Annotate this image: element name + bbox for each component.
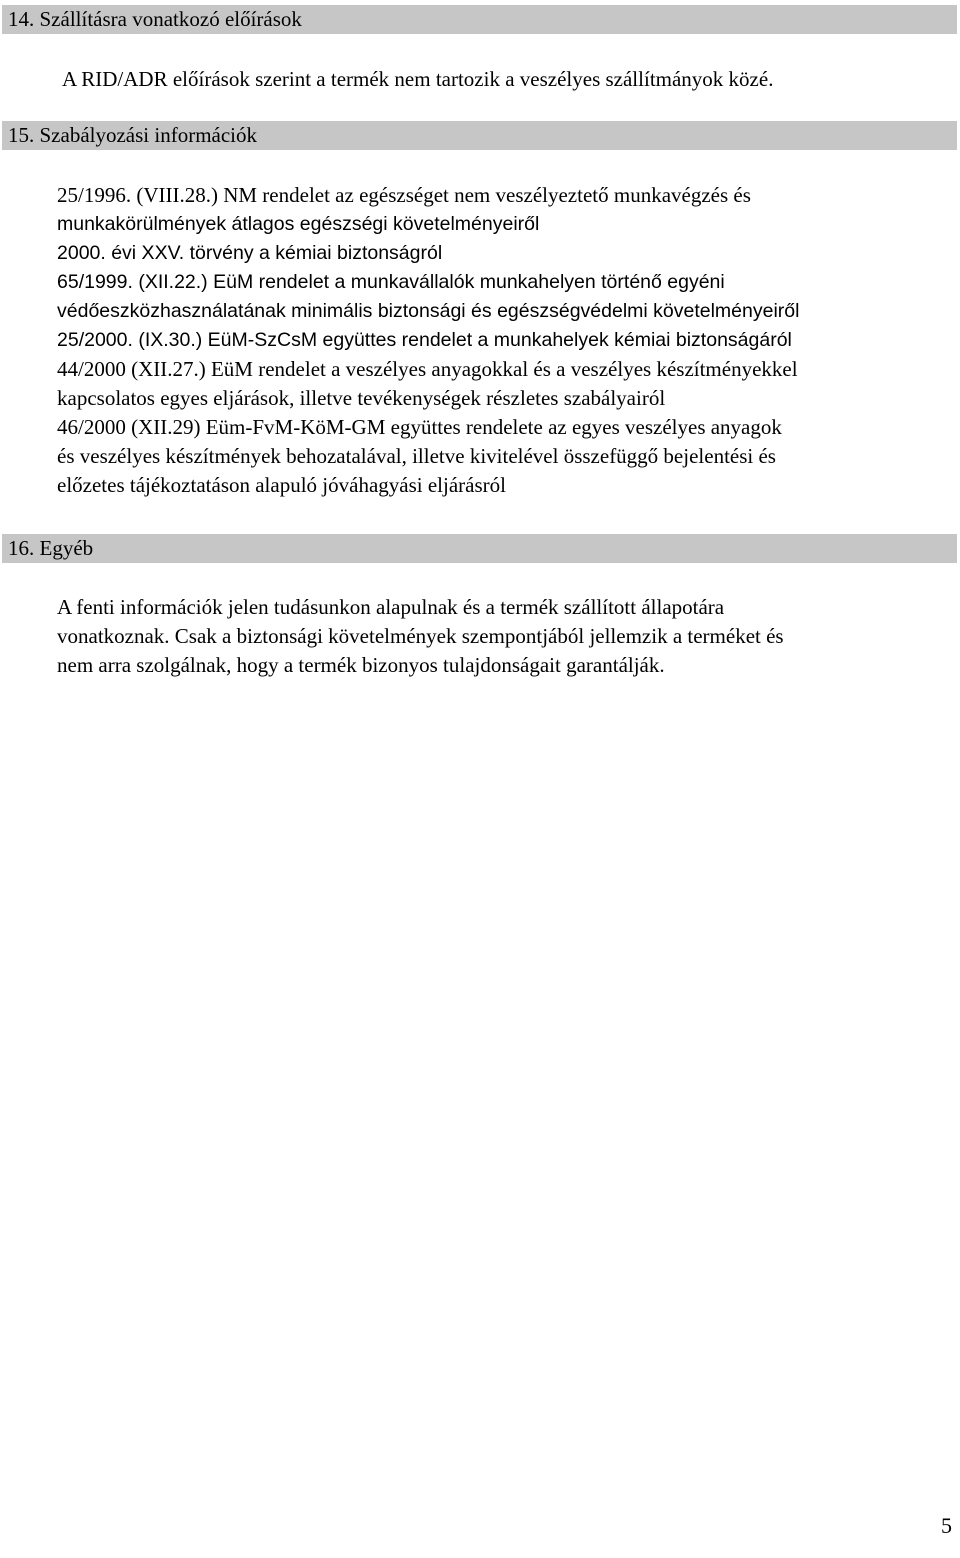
regulation-line: 25/2000. (IX.30.) EüM-SzCsM együttes rendelet a munkahelyek kémiai biztonságáról: [57, 329, 792, 351]
regulation-line: kapcsolatos egyes eljárások, illetve tevékenységek részletes szabályairól: [57, 386, 666, 410]
regulation-line: 46/2000 (XII.29) Eüm-FvM-KöM-GM együttes rendelete az egyes veszélyes anyagok: [57, 415, 782, 439]
other-info-line: A fenti információk jelen tudásunkon alapulnak és a termék szállított állapotára: [57, 595, 725, 619]
regulations-list: [57, 181, 952, 500]
regulation-line: előzetes tájékoztatáson alapuló jóváhagyási eljárásról: [57, 473, 506, 497]
regulation-line: 25/1996. (VIII.28.) NM rendelet az egészséget nem veszélyeztető munkavégzés és: [57, 183, 751, 207]
regulation-line: 44/2000 (XII.27.) EüM rendelet a veszélyes anyagokkal és a veszélyes készítményekkel: [57, 357, 798, 381]
regulation-line: 2000. évi XXV. törvény a kémiai biztonságról: [57, 242, 443, 264]
regulation-line: védőeszközhasználatának minimális biztonsági és egészségvédelmi követelményeiről: [57, 300, 800, 322]
section-16-text: [57, 593, 952, 680]
section-14-text: A RID/ADR előírások szerint a termék nem tartozik a veszélyes szállítmányok közé.: [62, 67, 774, 91]
regulation-line: munkakörülmények átlagos egészségi követelményeiről: [57, 213, 540, 235]
page-number: 5: [941, 1513, 952, 1538]
other-info-line: nem arra szolgálnak, hogy a termék bizonyos tulajdonságait garantálják.: [57, 653, 665, 677]
section-16-header: 16. Egyéb: [2, 534, 957, 563]
regulation-line: 65/1999. (XII.22.) EüM rendelet a munkavállalók munkahelyen történő egyéni: [57, 271, 725, 293]
regulation-line: és veszélyes készítmények behozatalával, illetve kivitelével összefüggő bejelentési és: [57, 444, 776, 468]
other-info-line: vonatkoznak. Csak a biztonsági követelmények szempontjából jellemzik a terméket és: [57, 624, 784, 648]
section-14-header: 14. Szállításra vonatkozó előírások: [2, 5, 957, 34]
section-15-header: 15. Szabályozási információk: [2, 121, 957, 150]
